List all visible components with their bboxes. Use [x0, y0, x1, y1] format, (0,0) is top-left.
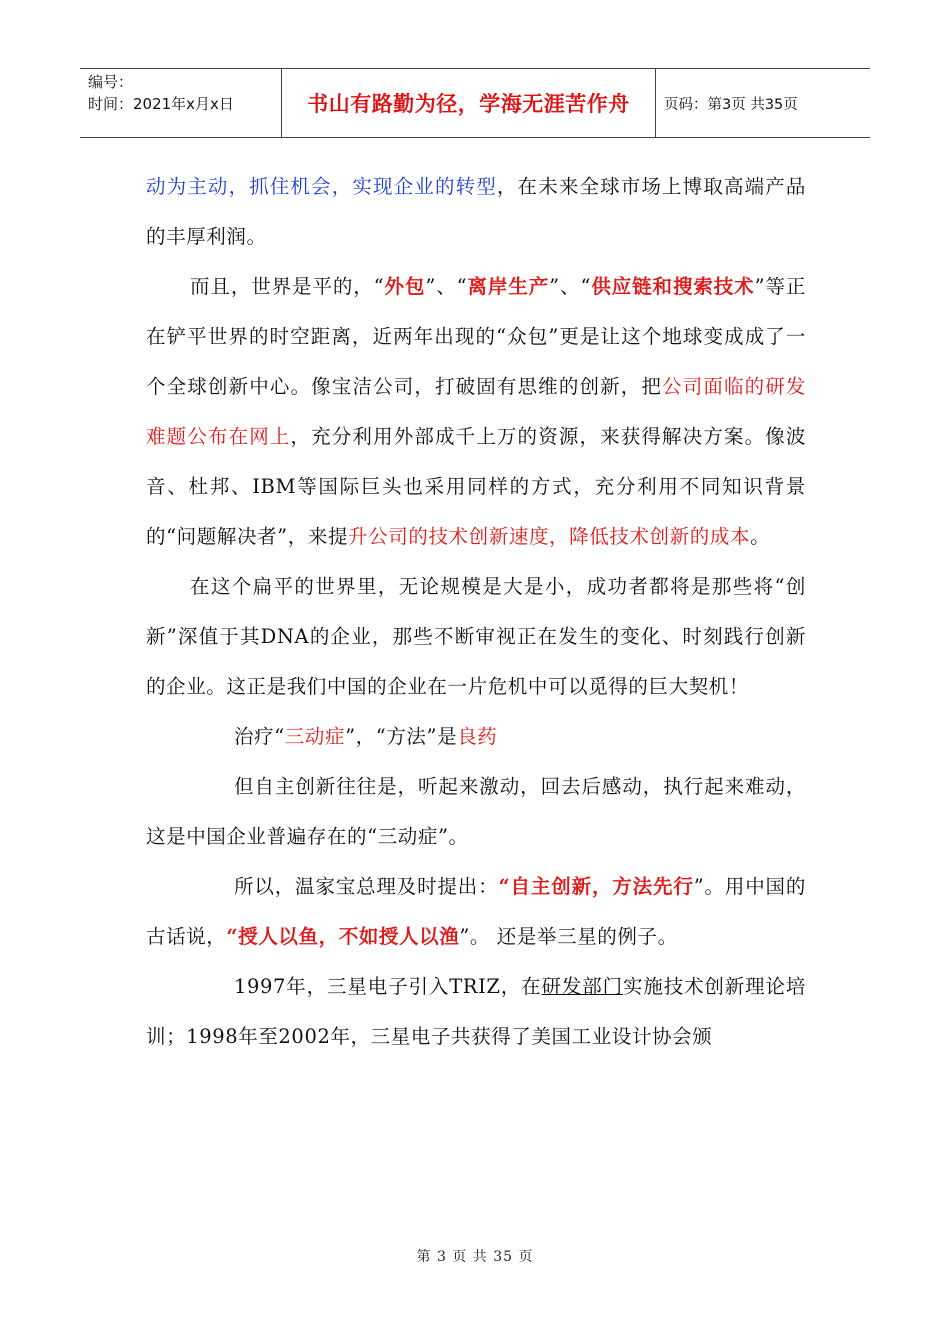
text: 治疗“ — [234, 725, 285, 748]
highlight-three-symptoms: 三动症 — [284, 725, 346, 748]
section-heading — [146, 712, 806, 762]
text: ”等正在铲平世界的时空距离，近两年出现的“众包”更是让这个地球变成成了一个全球创新中心。像宝洁公司，打破固有思维的创新，把 — [146, 275, 806, 398]
highlight-outsourcing: 外包 — [384, 275, 426, 298]
highlight-rd-online: 公司面临的研发难题公布在网上 — [146, 375, 806, 448]
paragraph-1 — [146, 162, 806, 262]
number-label: 编号： — [88, 73, 134, 91]
date-label: 时间：2021年x月x日 — [88, 95, 234, 113]
highlight-innovation-speed: 升公司的技术创新速度，降低技术创新的成本 — [348, 525, 751, 548]
text: ”、“ — [549, 275, 592, 298]
highlight-blue: 动为主动，抓住机会，实现企业的转型 — [146, 175, 497, 198]
text: ”。 还是举三星的例子。 — [459, 925, 678, 948]
document-body — [146, 162, 806, 1062]
text: 而且，世界是平的，“ — [190, 275, 385, 298]
header-page-info: 页码：第3页 共35页 — [664, 96, 798, 113]
header-meta — [80, 69, 282, 137]
paragraph-6 — [146, 862, 806, 962]
highlight-quote-2: “授人以鱼，不如授人以渔 — [226, 925, 460, 948]
text: 所以，温家宝总理及时提出： — [234, 875, 499, 898]
page-footer: 第 3 页 共 35 页 — [416, 1249, 534, 1265]
text: 1997年，三星电子引入TRIZ，在 — [234, 975, 542, 998]
text: ”。用中国的古话说， — [146, 875, 806, 948]
paragraph-2 — [146, 262, 806, 562]
text: 。 — [750, 525, 771, 548]
text: ”，“方法”是 — [345, 725, 458, 748]
header-motto: 书山有路勤为径，学海无涯苦作舟 — [282, 69, 656, 137]
underlined-rd-dept: 研发部门 — [541, 975, 623, 998]
text: ”、“ — [425, 275, 468, 298]
paragraph-7 — [146, 962, 806, 1062]
page-header — [80, 68, 870, 138]
text: ，充分利用外部成千上万的资源，来获得解决方案。像波音、杜邦、IBM等国际巨头也采用同样的方式，充分利用不同知识背景的“问题解决者”，来提 — [146, 425, 806, 548]
paragraph-5: 但自主创新往往是，听起来激动，回去后感动，执行起来难动，这是中国企业普遍存在的“三动症”。 — [146, 775, 806, 848]
paragraph-3: 在这个扁平的世界里，无论规模是大是小，成功者都将是那些将“创新”深值于其DNA的企业，那些不断审视正在发生的变化、时刻践行创新的企业。这正是我们中国的企业在一片危机中可以觅得的巨大契机！ — [146, 575, 806, 698]
text: 实施技术创新理论培训；1998年至2002年，三星电子共获得了美国工业设计协会颁 — [146, 975, 806, 1048]
highlight-remedy: 良药 — [457, 725, 498, 748]
highlight-offshore: 离岸生产 — [467, 275, 550, 298]
highlight-quote-1: “自主创新，方法先行 — [498, 875, 694, 898]
text: ，在未来全球市场上博取高端产品的丰厚利润。 — [146, 175, 806, 248]
highlight-supply-chain: 供应链和搜索技术 — [591, 275, 755, 298]
